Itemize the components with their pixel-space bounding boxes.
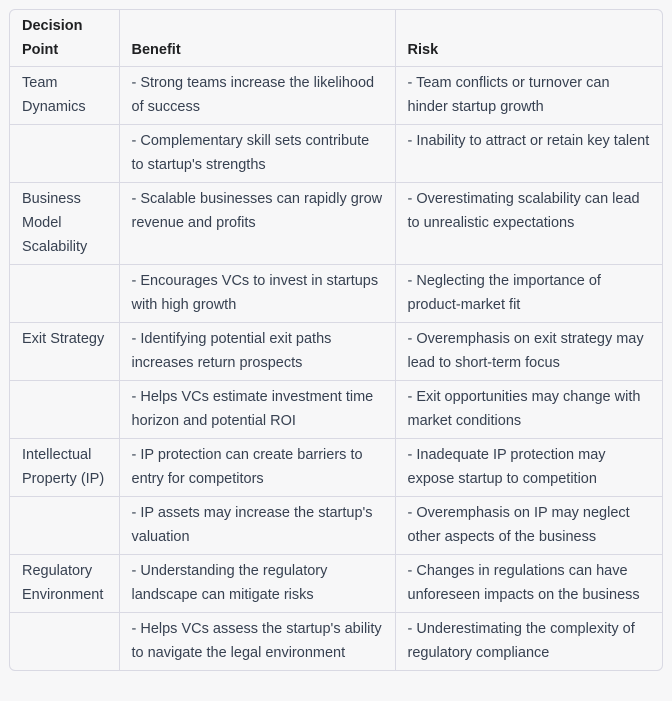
cell-benefit: - Understanding the regulatory landscape can mitigate risks — [119, 555, 395, 613]
cell-risk: - Team conflicts or turnover can hinder startup growth — [395, 67, 662, 125]
table-row — [10, 265, 662, 323]
cell-benefit: - Helps VCs estimate investment time horizon and potential ROI — [119, 381, 395, 439]
decision-table-container — [9, 9, 663, 671]
table-row — [10, 497, 662, 555]
cell-risk: - Exit opportunities may change with market conditions — [395, 381, 662, 439]
table-row — [10, 323, 662, 381]
cell-decision-point: Exit Strategy — [10, 323, 119, 381]
cell-decision-point — [10, 613, 119, 671]
header-benefit: Benefit — [119, 10, 395, 67]
cell-decision-point: Business Model Scalability — [10, 183, 119, 265]
cell-benefit: - Encourages VCs to invest in startups with high growth — [119, 265, 395, 323]
cell-decision-point — [10, 497, 119, 555]
cell-risk: - Neglecting the importance of product-market fit — [395, 265, 662, 323]
table-row — [10, 183, 662, 265]
cell-decision-point — [10, 381, 119, 439]
table-row — [10, 125, 662, 183]
cell-benefit: - Helps VCs assess the startup's ability to navigate the legal environment — [119, 613, 395, 671]
cell-benefit: - Strong teams increase the likelihood of success — [119, 67, 395, 125]
cell-risk: - Underestimating the complexity of regulatory compliance — [407, 621, 635, 661]
cell-risk: - Overemphasis on IP may neglect other aspects of the business — [395, 497, 662, 555]
header-risk: Risk — [395, 10, 662, 67]
cell-decision-point: Regulatory Environment — [10, 555, 119, 613]
decision-table — [10, 10, 662, 670]
cell-decision-point — [10, 125, 119, 183]
cell-risk: - Inability to attract or retain key talent — [395, 125, 662, 183]
header-decision-point: Decision Point — [10, 10, 119, 67]
cell-benefit: - IP protection can create barriers to entry for competitors — [119, 439, 395, 497]
cell-decision-point: Team Dynamics — [10, 67, 119, 125]
cell-benefit: - Scalable businesses can rapidly grow revenue and profits — [119, 183, 395, 265]
table-row — [10, 67, 662, 125]
cell-risk: - Overestimating scalability can lead to unrealistic expectations — [395, 183, 662, 265]
cell-benefit: - IP assets may increase the startup's valuation — [119, 497, 395, 555]
cell-decision-point: Intellectual Property (IP) — [10, 439, 119, 497]
table-row — [10, 555, 662, 613]
cell-risk: - Changes in regulations can have unforeseen impacts on the business — [395, 555, 662, 613]
cell-decision-point — [10, 265, 119, 323]
table-row — [10, 613, 662, 671]
cell-risk: - Inadequate IP protection may expose startup to competition — [395, 439, 662, 497]
table-row — [10, 381, 662, 439]
table-row — [10, 439, 662, 497]
cell-benefit: - Complementary skill sets contribute to startup's strengths — [119, 125, 395, 183]
cell-risk: - Overemphasis on exit strategy may lead to short-term focus — [395, 323, 662, 381]
cell-benefit: - Identifying potential exit paths increases return prospects — [119, 323, 395, 381]
table-header-row — [10, 10, 662, 67]
